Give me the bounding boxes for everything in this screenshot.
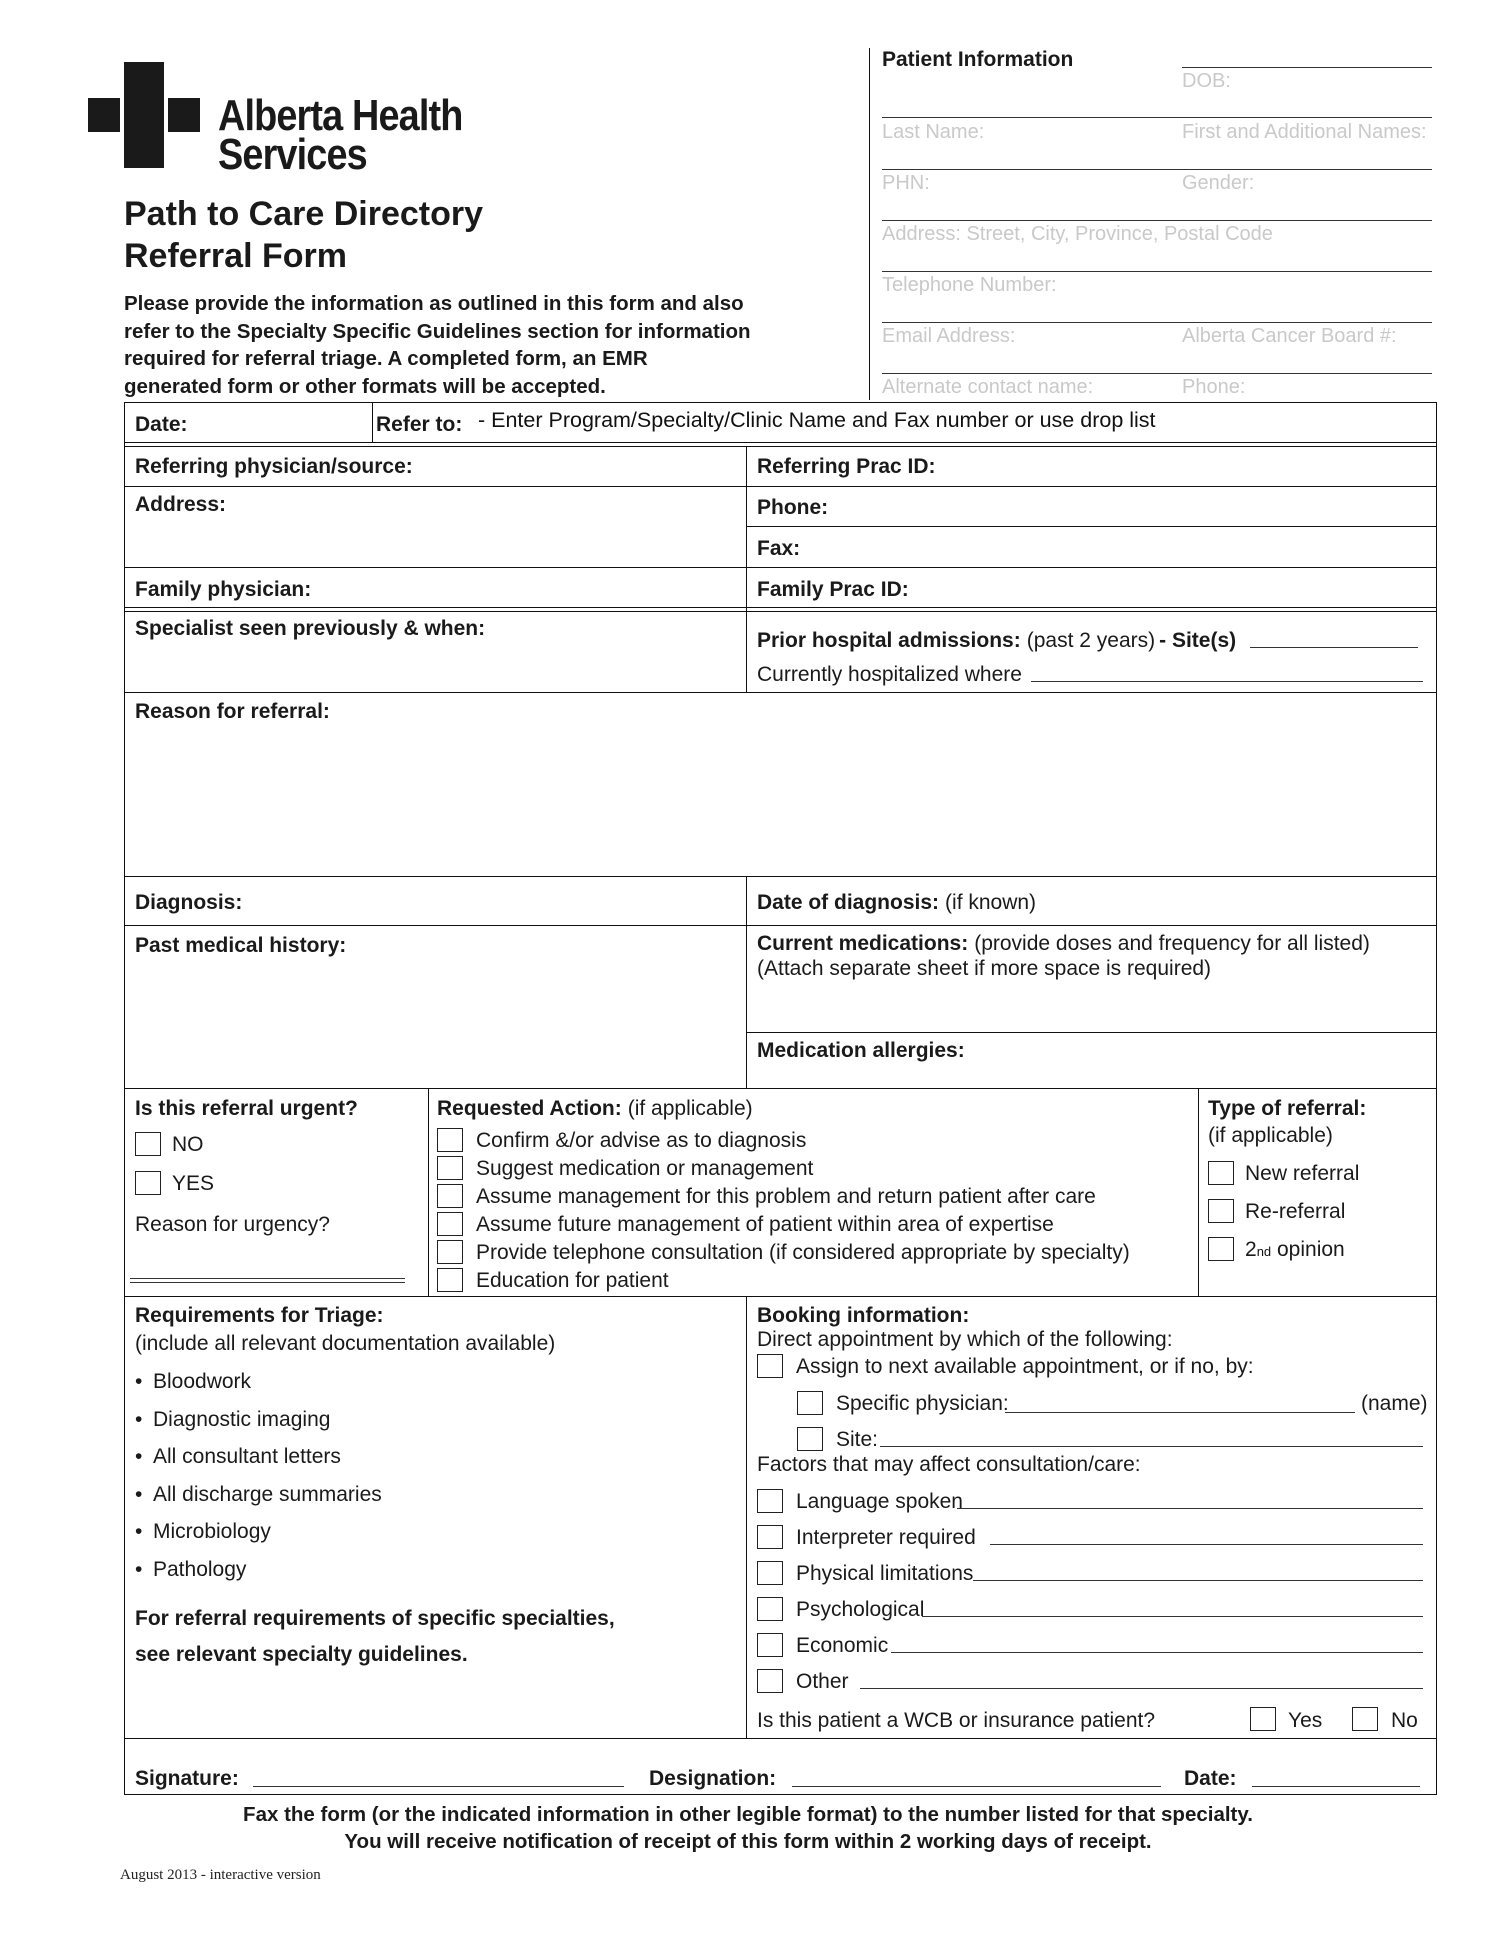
signature-label: Signature: bbox=[135, 1767, 239, 1790]
line bbox=[746, 446, 747, 692]
factor-checkbox[interactable] bbox=[757, 1633, 783, 1657]
factor-checkbox[interactable] bbox=[757, 1597, 783, 1621]
prior-admissions-site: - Site(s) bbox=[1159, 629, 1237, 652]
reason-for-referral-area[interactable] bbox=[126, 730, 1434, 876]
triage-item bbox=[135, 1445, 341, 1469]
dob-field[interactable]: DOB: bbox=[1182, 70, 1231, 92]
patient-info-divider bbox=[869, 48, 870, 400]
date-of-diagnosis-note: (if known) bbox=[945, 891, 1037, 914]
factor-line[interactable] bbox=[973, 1580, 1423, 1581]
refer-to-label: Refer to: bbox=[376, 413, 463, 436]
re-referral-checkbox[interactable] bbox=[1208, 1199, 1234, 1223]
action-checkbox[interactable] bbox=[437, 1184, 463, 1208]
booking-heading: Booking information: bbox=[757, 1304, 970, 1327]
gender-field[interactable]: Gender: bbox=[1182, 172, 1255, 194]
action-checkbox[interactable] bbox=[437, 1156, 463, 1180]
referring-prac-id-label: Referring Prac ID: bbox=[757, 455, 936, 478]
specific-physician-checkbox[interactable] bbox=[797, 1391, 823, 1415]
date-of-diagnosis-row bbox=[757, 891, 1036, 915]
action-label: Education for patient bbox=[476, 1269, 669, 1292]
triage-item-label: All consultant letters bbox=[153, 1445, 341, 1468]
form-title-line2: Referral Form bbox=[124, 237, 347, 275]
factor-line[interactable] bbox=[922, 1616, 1423, 1617]
footer-line2: You will receive notification of receipt of this form within 2 working days of receipt. bbox=[344, 1830, 1152, 1853]
urgent-heading: Is this referral urgent? bbox=[135, 1097, 358, 1120]
factor-label: Economic bbox=[796, 1634, 889, 1657]
factor-line[interactable] bbox=[860, 1688, 1423, 1689]
triage-guidelines-note-line2: see relevant specialty guidelines. bbox=[135, 1643, 468, 1666]
signature-date-line[interactable] bbox=[1252, 1786, 1420, 1787]
bullet: • bbox=[135, 1370, 143, 1393]
logo-mark bbox=[124, 62, 164, 168]
line bbox=[746, 1032, 1437, 1033]
factor-checkbox[interactable] bbox=[757, 1489, 783, 1513]
line bbox=[882, 373, 1432, 374]
currently-hospitalized-label: Currently hospitalized where bbox=[757, 663, 1022, 686]
logo-text-line2: Services bbox=[218, 130, 367, 179]
wcb-yes-label: Yes bbox=[1288, 1709, 1323, 1732]
signature-line[interactable] bbox=[253, 1786, 624, 1787]
last-name-field[interactable]: Last Name: bbox=[882, 121, 985, 143]
triage-item bbox=[135, 1558, 246, 1582]
factor-line[interactable] bbox=[957, 1508, 1423, 1509]
address-label: Address: bbox=[135, 493, 227, 516]
triage-item-label: Pathology bbox=[153, 1558, 247, 1581]
urgent-no-checkbox[interactable] bbox=[135, 1132, 161, 1156]
intro-line: required for referral triage. A completed form, an EMR bbox=[124, 347, 648, 370]
logo-mark-right bbox=[168, 98, 200, 132]
triage-item-label: Diagnostic imaging bbox=[153, 1408, 331, 1431]
specific-physician-label: Specific physician: bbox=[836, 1392, 1009, 1415]
line bbox=[124, 1738, 1437, 1739]
alt-phone-field[interactable]: Phone: bbox=[1182, 376, 1246, 398]
current-medications-label: Current medications: bbox=[757, 932, 969, 955]
reason-for-referral-label: Reason for referral: bbox=[135, 700, 330, 723]
specific-physician-line[interactable] bbox=[1005, 1412, 1355, 1413]
line bbox=[124, 925, 1437, 926]
line bbox=[124, 402, 1437, 403]
past-medical-history-label: Past medical history: bbox=[135, 934, 347, 957]
bullet: • bbox=[135, 1558, 143, 1581]
telephone-field[interactable]: Telephone Number: bbox=[882, 274, 1057, 296]
patient-address-field[interactable]: Address: Street, City, Province, Postal Code bbox=[882, 223, 1273, 245]
type-of-referral-heading: Type of referral: bbox=[1208, 1097, 1367, 1120]
bullet: • bbox=[135, 1520, 143, 1543]
line bbox=[746, 1296, 747, 1738]
intro-line: refer to the Specialty Specific Guidelines section for information bbox=[124, 319, 751, 343]
line bbox=[428, 1088, 429, 1296]
factor-label: Physical limitations bbox=[796, 1562, 974, 1585]
second-opinion-label bbox=[1245, 1238, 1345, 1262]
line bbox=[882, 220, 1432, 221]
urgent-no-label: NO bbox=[172, 1133, 204, 1156]
version-label: August 2013 - interactive version bbox=[120, 1867, 321, 1883]
re-referral-label: Re-referral bbox=[1245, 1200, 1346, 1223]
line bbox=[124, 567, 1437, 568]
prior-admissions-note: (past 2 years) bbox=[1026, 629, 1156, 652]
diagnosis-label: Diagnosis: bbox=[135, 891, 243, 914]
factor-line[interactable] bbox=[891, 1652, 1423, 1653]
line bbox=[882, 322, 1432, 323]
triage-item-label: Microbiology bbox=[153, 1520, 271, 1543]
specialist-seen-label: Specialist seen previously & when: bbox=[135, 617, 486, 640]
site-label: Site: bbox=[836, 1428, 879, 1451]
line bbox=[1198, 1088, 1199, 1296]
wcb-no-checkbox[interactable] bbox=[1352, 1707, 1378, 1731]
type-of-referral-note: (if applicable) bbox=[1208, 1124, 1333, 1147]
email-field[interactable]: Email Address: bbox=[882, 325, 1016, 347]
intro-line: Please provide the information as outlined in this form and also bbox=[124, 292, 744, 315]
factor-checkbox[interactable] bbox=[757, 1525, 783, 1549]
urgent-yes-checkbox[interactable] bbox=[135, 1171, 161, 1195]
form-title-line1: Path to Care Directory bbox=[124, 195, 483, 233]
intro-line: generated form or other formats will be accepted. bbox=[124, 374, 606, 398]
factor-checkbox[interactable] bbox=[757, 1669, 783, 1693]
action-checkbox[interactable] bbox=[437, 1128, 463, 1152]
line bbox=[124, 1794, 1437, 1795]
patient-info-heading: Patient Information bbox=[882, 48, 1074, 71]
action-label: Assume management for this problem and return patient after care bbox=[476, 1185, 1096, 1208]
current-medications-row bbox=[757, 932, 1370, 956]
second-opinion-number: 2 bbox=[1245, 1238, 1257, 1261]
factor-line[interactable] bbox=[990, 1544, 1423, 1545]
first-names-field[interactable]: First and Additional Names: bbox=[1182, 121, 1427, 143]
wcb-no-label: No bbox=[1391, 1709, 1418, 1732]
line bbox=[124, 486, 1437, 487]
medication-allergies-label: Medication allergies: bbox=[757, 1039, 965, 1062]
line bbox=[124, 442, 1437, 443]
prior-admissions-line[interactable] bbox=[1250, 647, 1418, 648]
cancer-board-field[interactable]: Alberta Cancer Board #: bbox=[1182, 325, 1397, 347]
site-checkbox[interactable] bbox=[797, 1427, 823, 1451]
triage-note: (include all relevant documentation available) bbox=[135, 1332, 556, 1355]
line bbox=[746, 526, 1437, 527]
refer-to-input[interactable]: - Enter Program/Specialty/Clinic Name and Fax number or use drop list bbox=[478, 408, 1156, 432]
bullet: • bbox=[135, 1408, 143, 1431]
line bbox=[124, 611, 1437, 612]
assign-next-label: Assign to next available appointment, or if no, by: bbox=[796, 1355, 1254, 1378]
fax-label: Fax: bbox=[757, 537, 801, 560]
date-of-diagnosis-label: Date of diagnosis: bbox=[757, 891, 940, 914]
family-physician-label: Family physician: bbox=[135, 578, 312, 601]
factor-label: Language spoken bbox=[796, 1490, 963, 1513]
booking-direct-label: Direct appointment by which of the following: bbox=[757, 1328, 1173, 1351]
factor-label: Interpreter required bbox=[796, 1526, 976, 1549]
logo-text-line1: Alberta Health bbox=[218, 91, 463, 140]
second-opinion-suffix: nd bbox=[1256, 1244, 1272, 1259]
bullet: • bbox=[135, 1483, 143, 1506]
action-checkbox[interactable] bbox=[437, 1240, 463, 1264]
line bbox=[124, 1088, 1437, 1089]
line bbox=[124, 692, 1437, 693]
family-prac-id-label: Family Prac ID: bbox=[757, 578, 909, 601]
reason-for-urgency-line[interactable] bbox=[130, 1278, 405, 1279]
new-referral-checkbox[interactable] bbox=[1208, 1161, 1234, 1185]
second-opinion-checkbox[interactable] bbox=[1208, 1237, 1234, 1261]
action-label: Assume future management of patient within area of expertise bbox=[476, 1213, 1054, 1236]
signature-date-label: Date: bbox=[1184, 1767, 1237, 1790]
prior-admissions-row bbox=[757, 629, 1236, 653]
action-label: Provide telephone consultation (if considered appropriate by specialty) bbox=[476, 1241, 1130, 1264]
new-referral-label: New referral bbox=[1245, 1162, 1360, 1185]
site-line[interactable] bbox=[880, 1446, 1423, 1447]
date-label: Date: bbox=[135, 413, 188, 436]
current-medications-note2: (Attach separate sheet if more space is required) bbox=[757, 957, 1212, 980]
factors-label: Factors that may affect consultation/care: bbox=[757, 1453, 1141, 1476]
phone-label: Phone: bbox=[757, 496, 829, 519]
urgent-yes-label: YES bbox=[172, 1172, 215, 1195]
triage-item bbox=[135, 1408, 330, 1432]
prior-admissions-label: Prior hospital admissions: bbox=[757, 629, 1021, 652]
line bbox=[882, 169, 1432, 170]
factor-label: Other bbox=[796, 1670, 849, 1693]
phn-field[interactable]: PHN: bbox=[882, 172, 930, 194]
referring-physician-label: Referring physician/source: bbox=[135, 455, 413, 478]
name-label: (name) bbox=[1361, 1392, 1428, 1415]
line bbox=[124, 1296, 1437, 1297]
requested-action-note: (if applicable) bbox=[627, 1097, 753, 1120]
line bbox=[372, 402, 373, 442]
intro-text bbox=[124, 290, 844, 400]
line bbox=[1182, 67, 1432, 68]
currently-hospitalized-line[interactable] bbox=[1031, 681, 1423, 682]
wcb-yes-checkbox[interactable] bbox=[1250, 1707, 1276, 1731]
wcb-question: Is this patient a WCB or insurance patient? bbox=[757, 1709, 1156, 1732]
second-opinion-text: opinion bbox=[1271, 1238, 1345, 1261]
line bbox=[124, 607, 1437, 608]
footer-line1: Fax the form (or the indicated information in other legible format) to the number listed for that specialty. bbox=[243, 1803, 1253, 1826]
factor-checkbox[interactable] bbox=[757, 1561, 783, 1585]
factor-label: Psychological bbox=[796, 1598, 925, 1621]
action-label: Suggest medication or management bbox=[476, 1157, 814, 1180]
triage-item-label: Bloodwork bbox=[153, 1370, 252, 1393]
triage-item bbox=[135, 1483, 382, 1507]
designation-line[interactable] bbox=[792, 1786, 1161, 1787]
current-medications-note: (provide doses and frequency for all listed) bbox=[974, 932, 1370, 955]
line bbox=[124, 446, 1437, 447]
assign-next-checkbox[interactable] bbox=[757, 1354, 783, 1378]
line bbox=[882, 271, 1432, 272]
logo-mark-left bbox=[88, 98, 120, 132]
triage-item bbox=[135, 1370, 251, 1394]
line bbox=[882, 117, 1432, 118]
reason-for-urgency-label: Reason for urgency? bbox=[135, 1213, 330, 1236]
line bbox=[124, 876, 1437, 877]
triage-item bbox=[135, 1520, 271, 1544]
action-checkbox[interactable] bbox=[437, 1268, 463, 1292]
triage-guidelines-note-line1: For referral requirements of specific specialties, bbox=[135, 1607, 615, 1630]
triage-heading: Requirements for Triage: bbox=[135, 1304, 384, 1327]
line bbox=[130, 1282, 405, 1283]
alt-contact-field[interactable]: Alternate contact name: bbox=[882, 376, 1094, 398]
bullet: • bbox=[135, 1445, 143, 1468]
line bbox=[746, 876, 747, 1088]
requested-action-label: Requested Action: bbox=[437, 1097, 622, 1120]
action-checkbox[interactable] bbox=[437, 1212, 463, 1236]
requested-action-heading bbox=[437, 1097, 753, 1121]
action-label: Confirm &/or advise as to diagnosis bbox=[476, 1129, 807, 1152]
triage-item-label: All discharge summaries bbox=[153, 1483, 382, 1506]
designation-label: Designation: bbox=[649, 1767, 777, 1790]
